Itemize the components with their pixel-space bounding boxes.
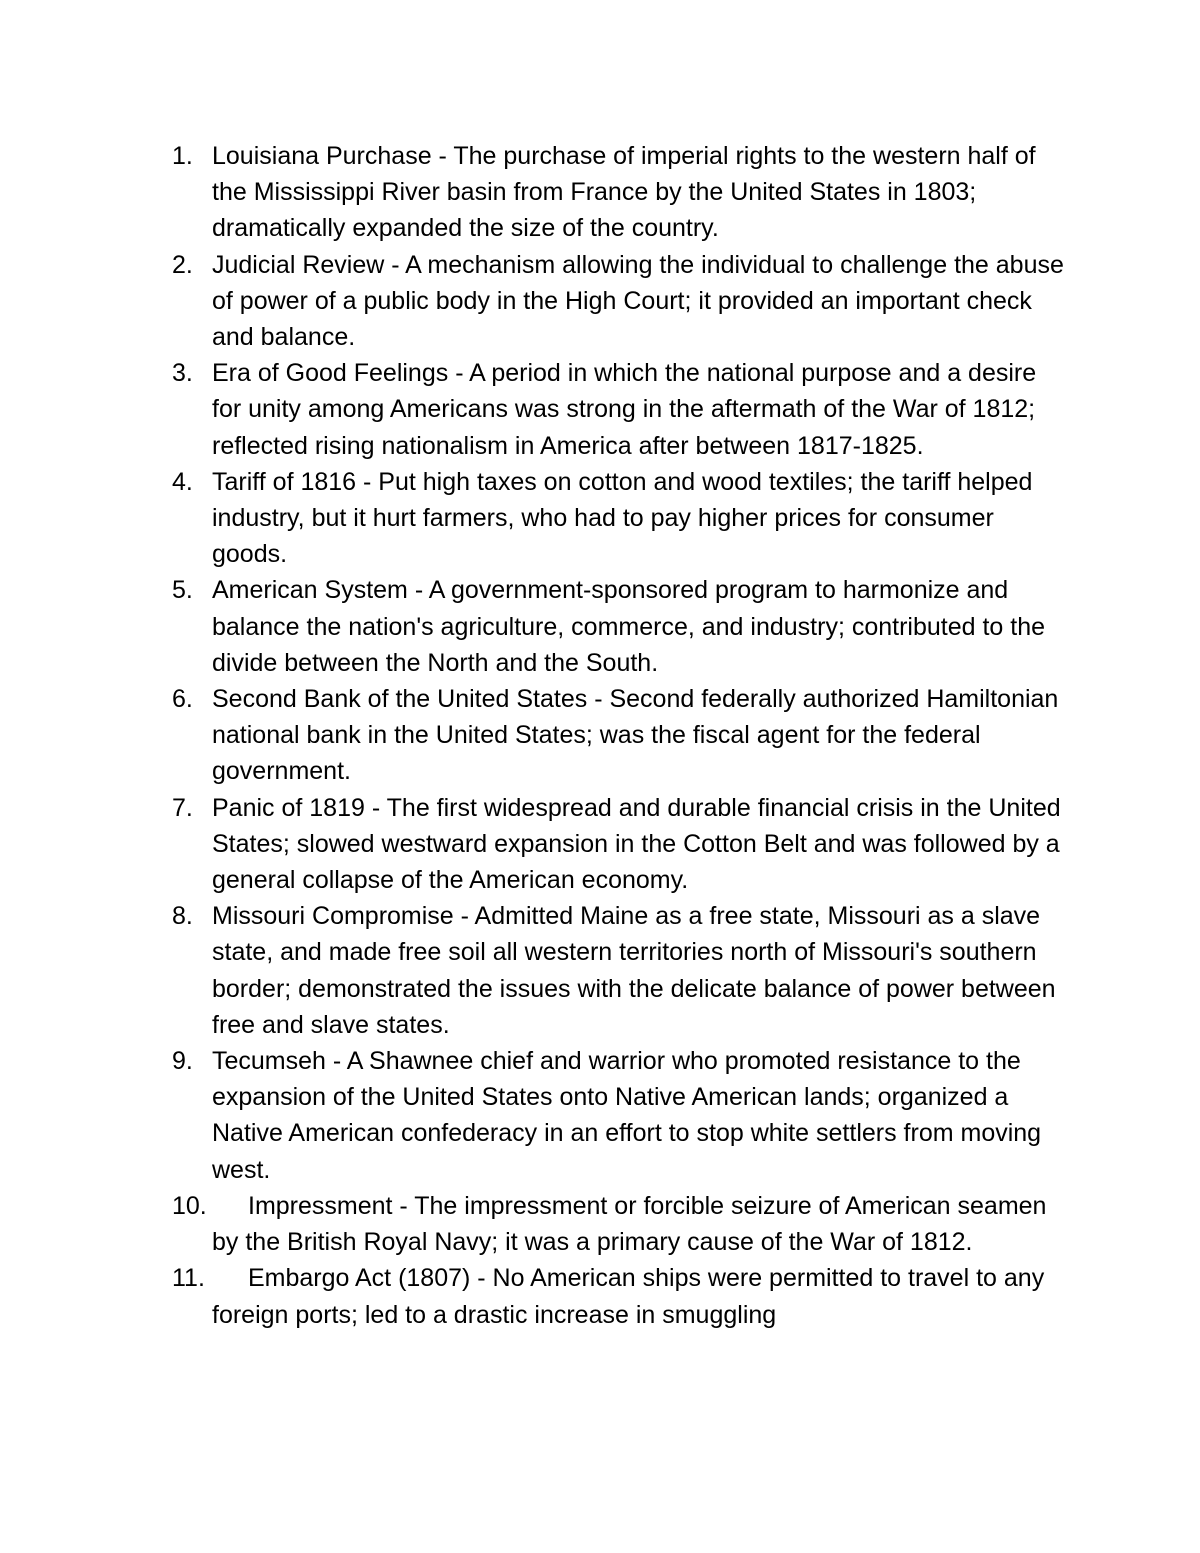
list-item — [172, 790, 1072, 899]
list-item — [172, 898, 1072, 1043]
list-item — [172, 572, 1072, 681]
list-item — [172, 355, 1072, 464]
list-item — [172, 247, 1072, 356]
terms-list — [172, 138, 1072, 1333]
list-item — [172, 1260, 1072, 1332]
list-item — [172, 681, 1072, 790]
list-item — [172, 1188, 1072, 1260]
item-number: 10. — [172, 1191, 207, 1220]
item-text: Second Bank of the United States - Second federally authorized Hamiltonian national bank in the United States; was the fiscal agent for the federal government. — [212, 685, 1059, 786]
item-number: 11. — [172, 1264, 205, 1293]
item-number: 1. — [172, 142, 193, 170]
item-number: 9. — [172, 1047, 193, 1076]
item-number: 7. — [172, 793, 193, 822]
item-text: Era of Good Feelings - A period in which the national purpose and a desire for unity among Americans was strong in the aftermath of the War of 1812; reflected rising nationalism in America after between 1817-1825. — [212, 359, 1037, 460]
item-number: 5. — [172, 576, 193, 605]
item-text: Panic of 1819 - The first widespread and durable financial crisis in the United States; slowed westward expansion in the Cotton Belt and was followed by a general collapse of the American economy. — [212, 793, 1061, 895]
item-text: Louisiana Purchase - The purchase of imperial rights to the western half of the Mississippi River basin from France by the United States in 1803; dramatically expanded the size of the country. — [212, 142, 1036, 243]
item-number: 6. — [172, 685, 193, 714]
item-number: 8. — [172, 902, 193, 931]
item-text: Embargo Act (1807) - No American ships were permitted to travel to any foreign ports; led to a drastic increase in smuggling — [212, 1264, 1045, 1329]
item-text: Missouri Compromise - Admitted Maine as a free state, Missouri as a slave state, and made free soil all western territories north of Missouri's southern border; demonstrated the issues with the delicate balance of power between free and slave states. — [212, 902, 1056, 1039]
list-item — [172, 138, 1072, 247]
item-text: Impressment - The impressment or forcible seizure of American seamen by the British Royal Navy; it was a primary cause of the War of 1812. — [212, 1191, 1047, 1257]
item-number: 2. — [172, 250, 193, 279]
item-number: 3. — [172, 359, 193, 388]
list-item — [172, 1043, 1072, 1188]
item-number: 4. — [172, 467, 193, 496]
item-text: Tariff of 1816 - Put high taxes on cotton and wood textiles; the tariff helped industry, but it hurt farmers, who had to pay higher prices for consumer goods. — [212, 467, 1033, 569]
item-text: Tecumseh - A Shawnee chief and warrior who promoted resistance to the expansion of the United States onto Native American lands; organized a Native American confederacy in an effort to stop white settlers from moving west. — [212, 1047, 1042, 1184]
item-text: Judicial Review - A mechanism allowing the individual to challenge the abuse of power of a public body in the High Court; it provided an important check and balance. — [212, 250, 1064, 352]
item-text: American System - A government-sponsored program to harmonize and balance the nation's agriculture, commerce, and industry; contributed to the divide between the North and the South. — [212, 576, 1046, 677]
list-item — [172, 464, 1072, 573]
